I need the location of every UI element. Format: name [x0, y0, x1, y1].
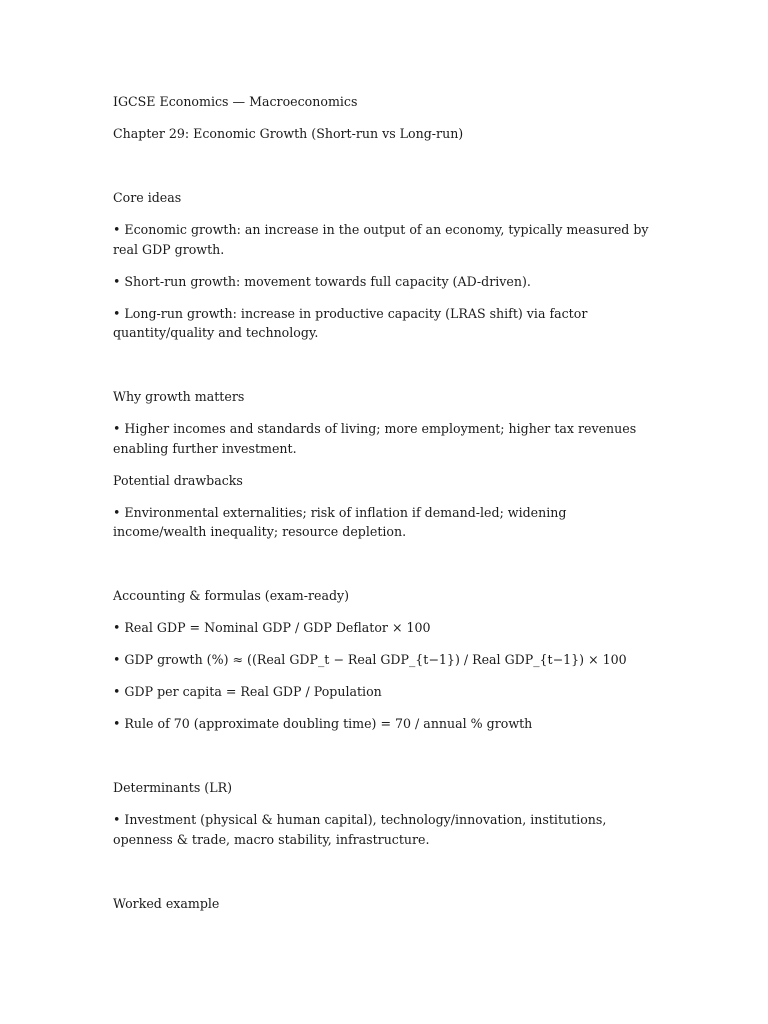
bullet-paragraph: • Rule of 70 (approximate doubling time) = 70 / annual % growth: [113, 716, 533, 731]
bullet-paragraph: • Environmental externalities; risk of inflation if demand-led; widening income/wealth inequality; resource depletion.: [113, 504, 567, 539]
bullet-paragraph: • Investment (physical & human capital), technology/innovation, institutions, openness & trade, macro stability, infrastructure.: [113, 812, 607, 847]
document-body: [113, 92, 653, 913]
bullet-paragraph: • Real GDP = Nominal GDP / GDP Deflator × 100: [113, 620, 431, 635]
bullet-paragraph: • GDP per capita = Real GDP / Population: [113, 684, 382, 699]
section-heading: Determinants (LR): [113, 780, 232, 795]
section-heading: Core ideas: [113, 190, 182, 205]
sections-container: [113, 188, 653, 913]
document-title: IGCSE Economics — Macroeconomics: [113, 94, 358, 109]
section-heading: Why growth matters: [113, 389, 245, 404]
chapter-heading: Chapter 29: Economic Growth (Short-run vs Long-run): [113, 126, 464, 141]
bullet-paragraph: • Economic growth: an increase in the output of an economy, typically measured by real GDP growth.: [113, 222, 649, 257]
bullet-paragraph: • GDP growth (%) ≈ ((Real GDP_t − Real GDP_{t−1}) / Real GDP_{t−1}) × 100: [113, 652, 627, 667]
bullet-paragraph: • Long-run growth: increase in productive capacity (LRAS shift) via factor quantity/quality and technology.: [113, 305, 588, 340]
bullet-paragraph: • Higher incomes and standards of living; more employment; higher tax revenues enabling further investment.: [113, 421, 637, 456]
section-heading: Potential drawbacks: [113, 472, 243, 488]
section-heading: Accounting & formulas (exam-ready): [113, 588, 350, 603]
bullet-paragraph: • Short-run growth: movement towards full capacity (AD-driven).: [113, 273, 531, 289]
section-heading: Worked example: [113, 895, 220, 911]
